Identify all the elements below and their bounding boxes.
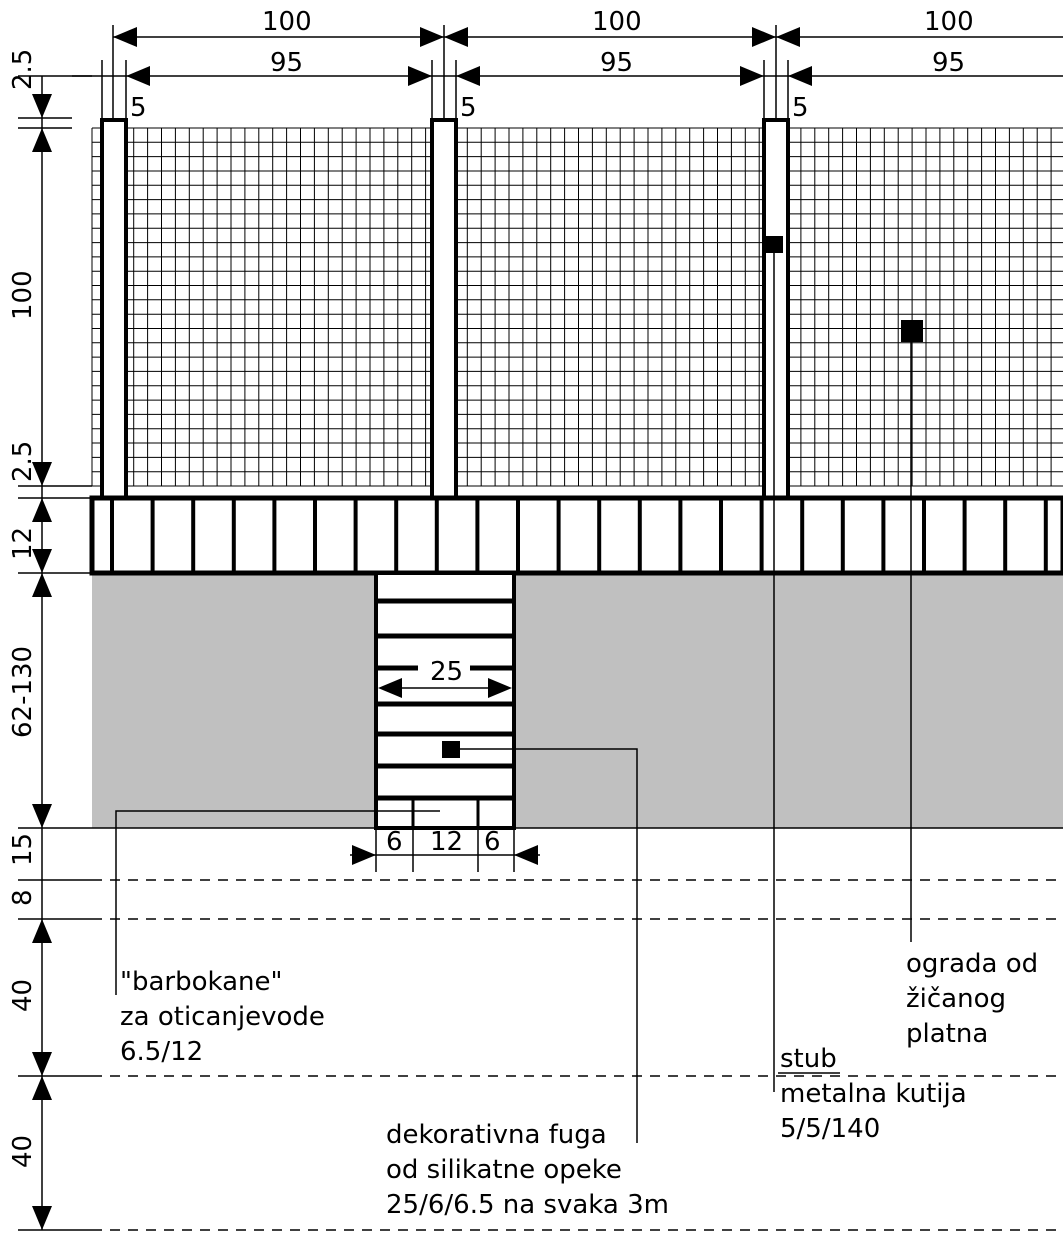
label-fuga-3: 25/6/6.5 na svaka 3m bbox=[386, 1190, 669, 1220]
post-1 bbox=[102, 120, 126, 498]
label-stub-3: 5/5/140 bbox=[780, 1114, 881, 1144]
ground-fill-right bbox=[514, 573, 1063, 828]
height-dim-coping: 12 bbox=[8, 526, 38, 560]
height-dim-bottom-gap: 2.5 bbox=[8, 440, 38, 482]
height-dim-8: 8 bbox=[8, 889, 38, 906]
label-barbokane-2: za oticanjevode bbox=[120, 1002, 325, 1032]
bottom-dim-6a: 6 bbox=[386, 827, 403, 857]
coping-outline bbox=[92, 498, 1063, 573]
height-dim-mesh: 100 bbox=[8, 270, 38, 320]
post-width-dim-3: 5 bbox=[792, 93, 809, 123]
ground-fill-left bbox=[92, 573, 378, 828]
clear-dim-2: 95 bbox=[600, 48, 634, 78]
height-dim-40a: 40 bbox=[8, 978, 38, 1012]
height-dim-foundation: 62-130 bbox=[8, 645, 38, 738]
bottom-dim-6b: 6 bbox=[484, 827, 501, 857]
spacing-dim-1: 100 bbox=[262, 7, 312, 37]
wire-mesh bbox=[92, 128, 1063, 486]
label-ograda-3: platna bbox=[906, 1019, 989, 1049]
label-stub-2: metalna kutija bbox=[780, 1079, 967, 1109]
clear-dim-1: 95 bbox=[270, 48, 304, 78]
brick-coping-row bbox=[92, 498, 1063, 573]
post-width-dim-1: 5 bbox=[130, 93, 147, 123]
label-barbokane-3: 6.5/12 bbox=[120, 1037, 204, 1067]
bottom-dim-12: 12 bbox=[430, 827, 464, 857]
height-dim-15: 15 bbox=[8, 832, 38, 866]
height-dim-top-gap: 2.5 bbox=[8, 48, 38, 90]
post-2 bbox=[432, 120, 456, 498]
mesh-marker bbox=[901, 320, 923, 342]
brick-width-value: 25 bbox=[430, 657, 464, 687]
post-marker bbox=[766, 236, 783, 253]
label-fuga-1: dekorativna fuga bbox=[386, 1120, 607, 1150]
label-fuga-2: od silikatne opeke bbox=[386, 1155, 622, 1185]
top-dimension-lines bbox=[72, 25, 1063, 120]
height-dim-40b: 40 bbox=[8, 1134, 38, 1168]
clear-dim-3: 95 bbox=[932, 48, 966, 78]
label-ograda-2: žičanog bbox=[906, 984, 1006, 1014]
spacing-dim-2: 100 bbox=[592, 7, 642, 37]
label-stub-1: stub bbox=[780, 1044, 837, 1074]
label-ograda-1: ograda od bbox=[906, 949, 1039, 979]
label-barbokane-1: "barbokane" bbox=[120, 967, 283, 997]
spacing-dim-3: 100 bbox=[924, 7, 974, 37]
decorative-joint-column bbox=[376, 573, 514, 828]
post-width-dim-2: 5 bbox=[460, 93, 477, 123]
post-3 bbox=[764, 120, 788, 498]
